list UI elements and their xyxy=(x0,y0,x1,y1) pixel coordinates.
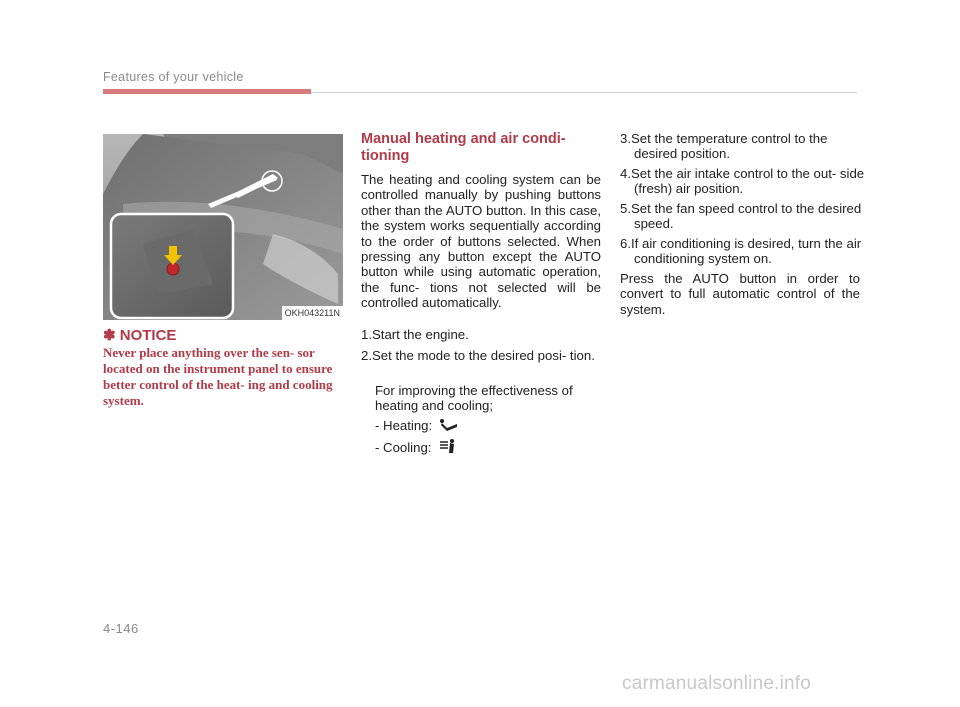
step-3: 3.Set the temperature control to the desired position. xyxy=(620,131,828,162)
header-rule xyxy=(311,92,857,93)
manual-title-line2: tioning xyxy=(361,148,410,164)
notice-body: Never place anything over the sen- sor located on the instrument panel to ensure better control of the heat- ing and cooling system. xyxy=(103,345,333,408)
figure-code: OKH043211N xyxy=(282,306,343,320)
improve-note: For improving the effectiveness of heating and cooling; xyxy=(375,383,573,414)
step-2: 2.Set the mode to the desired posi- tion. xyxy=(361,348,595,363)
step-4: 4.Set the air intake control to the out- side (fresh) air position. xyxy=(620,166,865,197)
step-5: 5.Set the fan speed control to the desired speed. xyxy=(620,201,862,232)
manual-section-title xyxy=(361,131,601,165)
face-mode-icon xyxy=(438,438,458,454)
notice-title: ✽ NOTICE xyxy=(103,327,177,344)
step-1: 1.Start the engine. xyxy=(361,327,469,342)
page-section-title: Features of your vehicle xyxy=(103,70,244,84)
cooling-label: - Cooling: xyxy=(375,440,432,455)
sensor-location-photo xyxy=(103,134,343,320)
heating-label: - Heating: xyxy=(375,418,433,433)
closing-paragraph: Press the AUTO button in order to convert to full automatic control of the system. xyxy=(620,271,860,317)
watermark: carmanualsonline.info xyxy=(622,673,812,694)
manual-intro: The heating and cooling system can be controlled manually by pushing buttons other than the AUTO button. In this case, the system works sequentially according to the order of buttons selected. When pressing any button except the AUTO button while using automatic operation, the func- tions not selected will be controlled automatically. xyxy=(361,172,601,311)
floor-mode-icon xyxy=(439,418,459,432)
cooling-line xyxy=(375,438,458,455)
page-number: 4-146 xyxy=(103,621,139,636)
step-6: 6.If air conditioning is desired, turn the air conditioning system on. xyxy=(620,236,862,267)
car-dashboard-illustration xyxy=(103,134,343,320)
header-accent-bar xyxy=(103,89,311,94)
manual-title-line1: Manual heating and air condi- xyxy=(361,131,566,147)
heating-line xyxy=(375,418,459,433)
